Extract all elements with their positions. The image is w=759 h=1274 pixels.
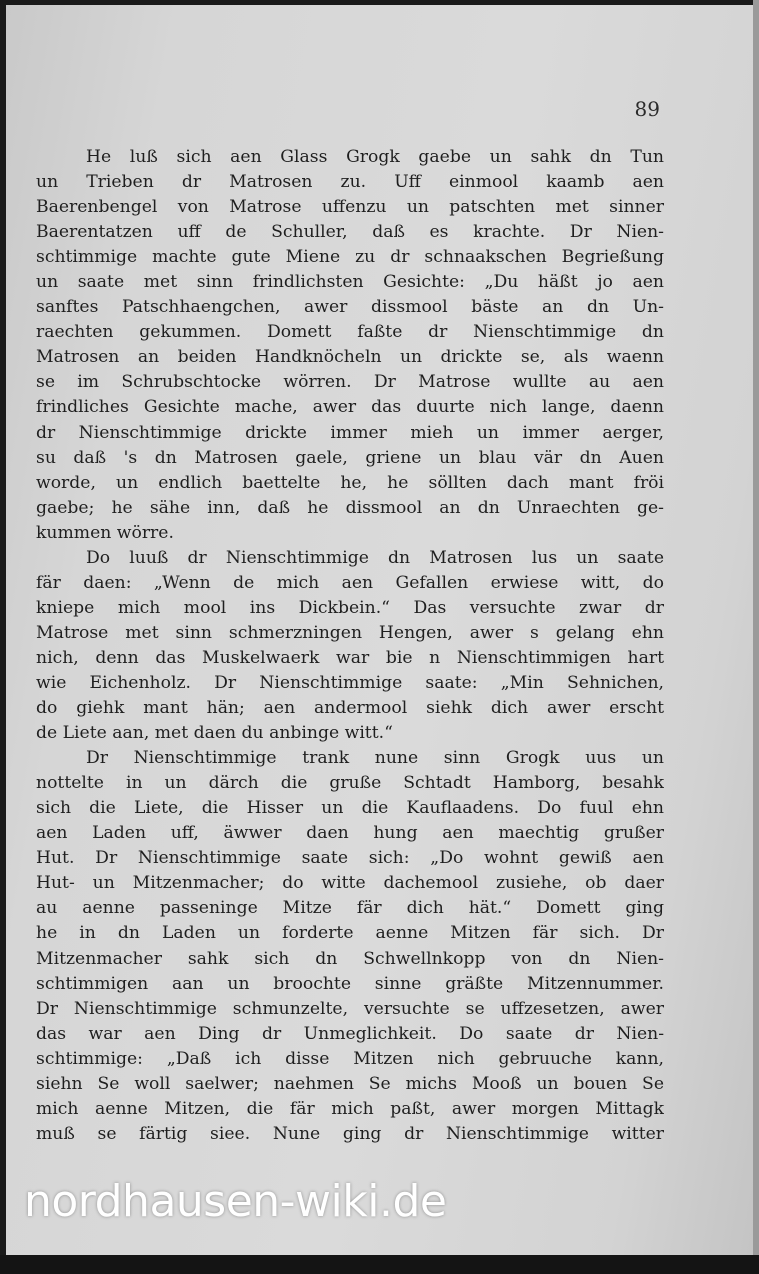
- text-line: wie Eichenholz. Dr Nienschtimmige saate: „Min Sehnichen,: [36, 672, 664, 693]
- text-line: de Liete aan, met daen du anbinge witt.“: [36, 723, 393, 744]
- text-line: se im Schrubschtocke wörren. Dr Matrose wullte au aen: [36, 372, 664, 393]
- text-line: He luß sich aen Glass Grogk gaebe un sahk dn Tun: [86, 147, 664, 167]
- text-line: su daß 's dn Matrosen gaele, griene un blau vär dn Auen: [36, 447, 664, 468]
- text-line: dr Nienschtimmige drickte immer mieh un immer aerger,: [36, 422, 664, 443]
- text-line: un saate met sinn frindlichsten Gesichte: „Du häßt jo aen: [36, 272, 664, 293]
- text-line: kummen wörre.: [36, 522, 174, 543]
- text-line: aen Laden uff, äwwer daen hung aen maechtig grußer: [36, 823, 664, 844]
- text-line: Hut. Dr Nienschtimmige saate sich: „Do wohnt gewiß aen: [36, 848, 664, 869]
- text-line: das war aen Ding dr Unmeglichkeit. Do saate dr Nien-: [36, 1023, 664, 1044]
- page-right-edge: [753, 0, 759, 1274]
- text-line: frindliches Gesichte mache, awer das duurte nich lange, daenn: [36, 397, 664, 418]
- text-line: Dr Nienschtimmige schmunzelte, versuchte se uffzesetzen, awer: [36, 998, 664, 1019]
- text-line: fär daen: „Wenn de mich aen Gefallen erwiese witt, do: [36, 572, 664, 593]
- text-line: Mitzenmacher sahk sich dn Schwellnkopp von dn Nien-: [36, 948, 664, 969]
- text-line: he in dn Laden un forderte aenne Mitzen fär sich. Dr: [36, 923, 664, 944]
- text-line: raechten gekummen. Domett faßte dr Nienschtimmige dn: [36, 322, 664, 343]
- text-line: siehn Se woll saelwer; naehmen Se michs Mooß un bouen Se: [36, 1073, 664, 1094]
- scanned-page: [6, 5, 753, 1255]
- text-line: nich, denn das Muskelwaerk war bie n Nienschtimmigen hart: [36, 647, 664, 668]
- text-line: au aenne passeninge Mitze fär dich hät.“ Domett ging: [36, 898, 664, 919]
- text-line: kniepe mich mool ins Dickbein.“ Das versuchte zwar dr: [36, 597, 664, 618]
- page-number: 89: [634, 97, 660, 121]
- text-line: gaebe; he sähe inn, daß he dissmool an dn Unraechten ge-: [36, 497, 664, 518]
- text-line: Matrosen an beiden Handknöcheln un drickte se, als waenn: [36, 347, 664, 368]
- text-line: muß se färtig siee. Nune ging dr Nienschtimmige witter: [36, 1123, 664, 1144]
- page-bottom-edge: [0, 1255, 759, 1274]
- text-line: Dr Nienschtimmige trank nune sinn Grogk uus un: [86, 748, 664, 769]
- text-line: un Trieben dr Matrosen zu. Uff einmool kaamb aen: [36, 172, 664, 193]
- text-line: nottelte in un därch die gruße Schtadt Hamborg, besahk: [36, 773, 664, 794]
- text-line: sich die Liete, die Hisser un die Kauflaadens. Do fuul ehn: [36, 798, 664, 819]
- text-line: mich aenne Mitzen, die fär mich paßt, awer morgen Mittagk: [36, 1098, 664, 1119]
- watermark-text: nordhausen-wiki.de: [24, 1176, 447, 1227]
- text-line: Hut- un Mitzenmacher; do witte dachemool zusiehe, ob daer: [36, 873, 664, 894]
- body-text: [36, 145, 664, 1147]
- text-line: worde, un endlich baettelte he, he söllten dach mant fröi: [36, 472, 664, 493]
- text-line: schtimmige: „Daß ich disse Mitzen nich gebruuche kann,: [36, 1048, 664, 1069]
- text-line: schtimmige machte gute Miene zu dr schnaakschen Begrießung: [36, 247, 664, 268]
- text-line: Do luuß dr Nienschtimmige dn Matrosen lus un saate: [86, 547, 664, 568]
- text-line: Matrose met sinn schmerzningen Hengen, awer s gelang ehn: [36, 622, 664, 643]
- text-line: Baerenbengel von Matrose uffenzu un patschten met sinner: [36, 197, 664, 218]
- text-line: Baerentatzen uff de Schuller, daß es krachte. Dr Nien-: [36, 222, 664, 243]
- text-line: sanftes Patschhaengchen, awer dissmool bäste an dn Un-: [36, 297, 664, 318]
- text-line: do giehk mant hän; aen andermool siehk dich awer erscht: [36, 698, 664, 719]
- text-line: schtimmigen aan un broochte sinne gräßte Mitzennummer.: [36, 973, 664, 994]
